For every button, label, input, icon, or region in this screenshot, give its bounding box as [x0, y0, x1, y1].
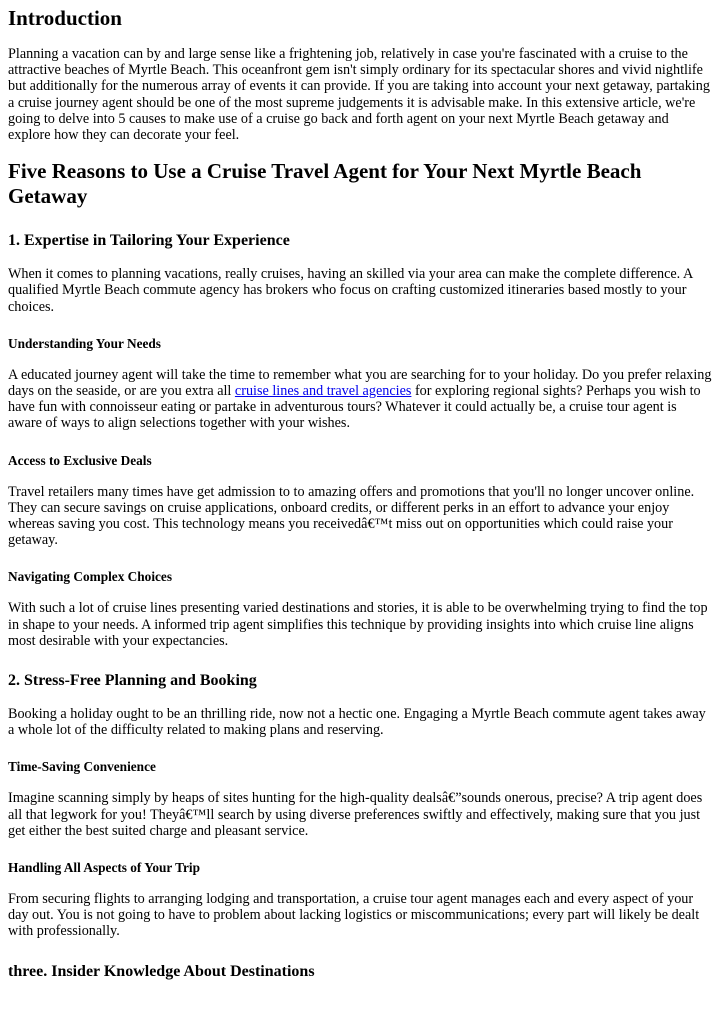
main-heading: Five Reasons to Use a Cruise Travel Agent for Your Next Myrtle Beach Getaway — [8, 159, 642, 209]
text-after-link: for exploring regional sights? Perhaps you wish to have fun with connoisseur eating or partake in adventurous tours? Whatever it could actually be, a cruise tour agent is aware of ways to align selections together with your wishes. — [8, 383, 701, 432]
exclusive-deals-heading: Access to Exclusive Deals — [8, 452, 152, 468]
article — [0, 6, 720, 982]
understanding-needs-paragraph — [8, 367, 712, 432]
intro-paragraph: Planning a vacation can by and large sense like a frightening job, relatively in case you're fascinated with a cruise to the attractive beaches of Myrtle Beach. This oceanfront gem isn't simply ordinary for its spectacular shores and vivid nightlife but additionally for the numerous array of events it can provide. If you are taking into account your next getaway, partaking a cruise journey agent should be one of the most supreme judgements it is advisable make. In this extensive article, we're going to delve into 5 causes to make use of a cruise go back and forth agent on your next Myrtle Beach getaway and explore how they can decorate your feel. — [8, 46, 710, 144]
complex-choices-heading: Navigating Complex Choices — [8, 569, 172, 585]
exclusive-deals-paragraph: Travel retailers many times have get admission to to amazing offers and promotions that you'll no longer uncover online. They can secure savings on cruise applications, onboard credits, or different perks in an effort to advance your enjoy whereas saving you cost. This technology means you receivedâ€™t miss out on opportunities which could raise your getaway. — [8, 483, 695, 549]
section2-heading: 2. Stress-Free Planning and Booking — [8, 672, 257, 690]
time-saving-paragraph: Imagine scanning simply by heaps of sites hunting for the high-quality dealsâ€”sounds onerous, precise? A trip agent does all that legwork for you! Theyâ€™ll search by using diverse preferences swiftly and effectively, making sure that you just get either the best suited charge and pleasant service. — [8, 790, 703, 839]
intro-heading: Introduction — [8, 6, 122, 30]
section2-paragraph: Booking a holiday ought to be an thrilling ride, now not a hectic one. Engaging a Myrtle Beach commute agent takes away a whole lot of the difficulty related to making plans and reserving. — [8, 706, 706, 739]
understanding-needs-heading: Understanding Your Needs — [8, 335, 161, 351]
cruise-lines-link[interactable]: cruise lines and travel agencies — [234, 383, 412, 400]
handling-aspects-heading: Handling All Aspects of Your Trip — [8, 860, 200, 876]
complex-choices-paragraph: With such a lot of cruise lines presenting varied destinations and stories, it is able to be overwhelming trying to find the top in shape to your needs. A informed trip agent simplifies this technique by providing insights into which cruise line aligns most desirable with your expectancies. — [8, 600, 708, 649]
section3-heading: three. Insider Knowledge About Destinations — [8, 962, 315, 980]
section1-heading: 1. Expertise in Tailoring Your Experience — [8, 232, 290, 250]
time-saving-heading: Time-Saving Convenience — [8, 759, 156, 775]
text-before-link: A educated journey agent will take the time to remember what you are searching for to your holiday. Do you prefer relaxing days on the seaside, or are you extra all — [8, 366, 712, 400]
handling-aspects-paragraph: From securing flights to arranging lodging and transportation, a cruise tour agent manages each and every aspect of your day out. You is not going to have to problem about lacking logistics or miscommunications; every part will likely be dealt with professionally. — [8, 891, 700, 940]
section1-paragraph: When it comes to planning vacations, really cruises, having an skilled via your area can make the complete difference. A qualified Myrtle Beach commute agency has brokers who focus on crafting customized itineraries based mostly to your choices. — [8, 266, 693, 315]
